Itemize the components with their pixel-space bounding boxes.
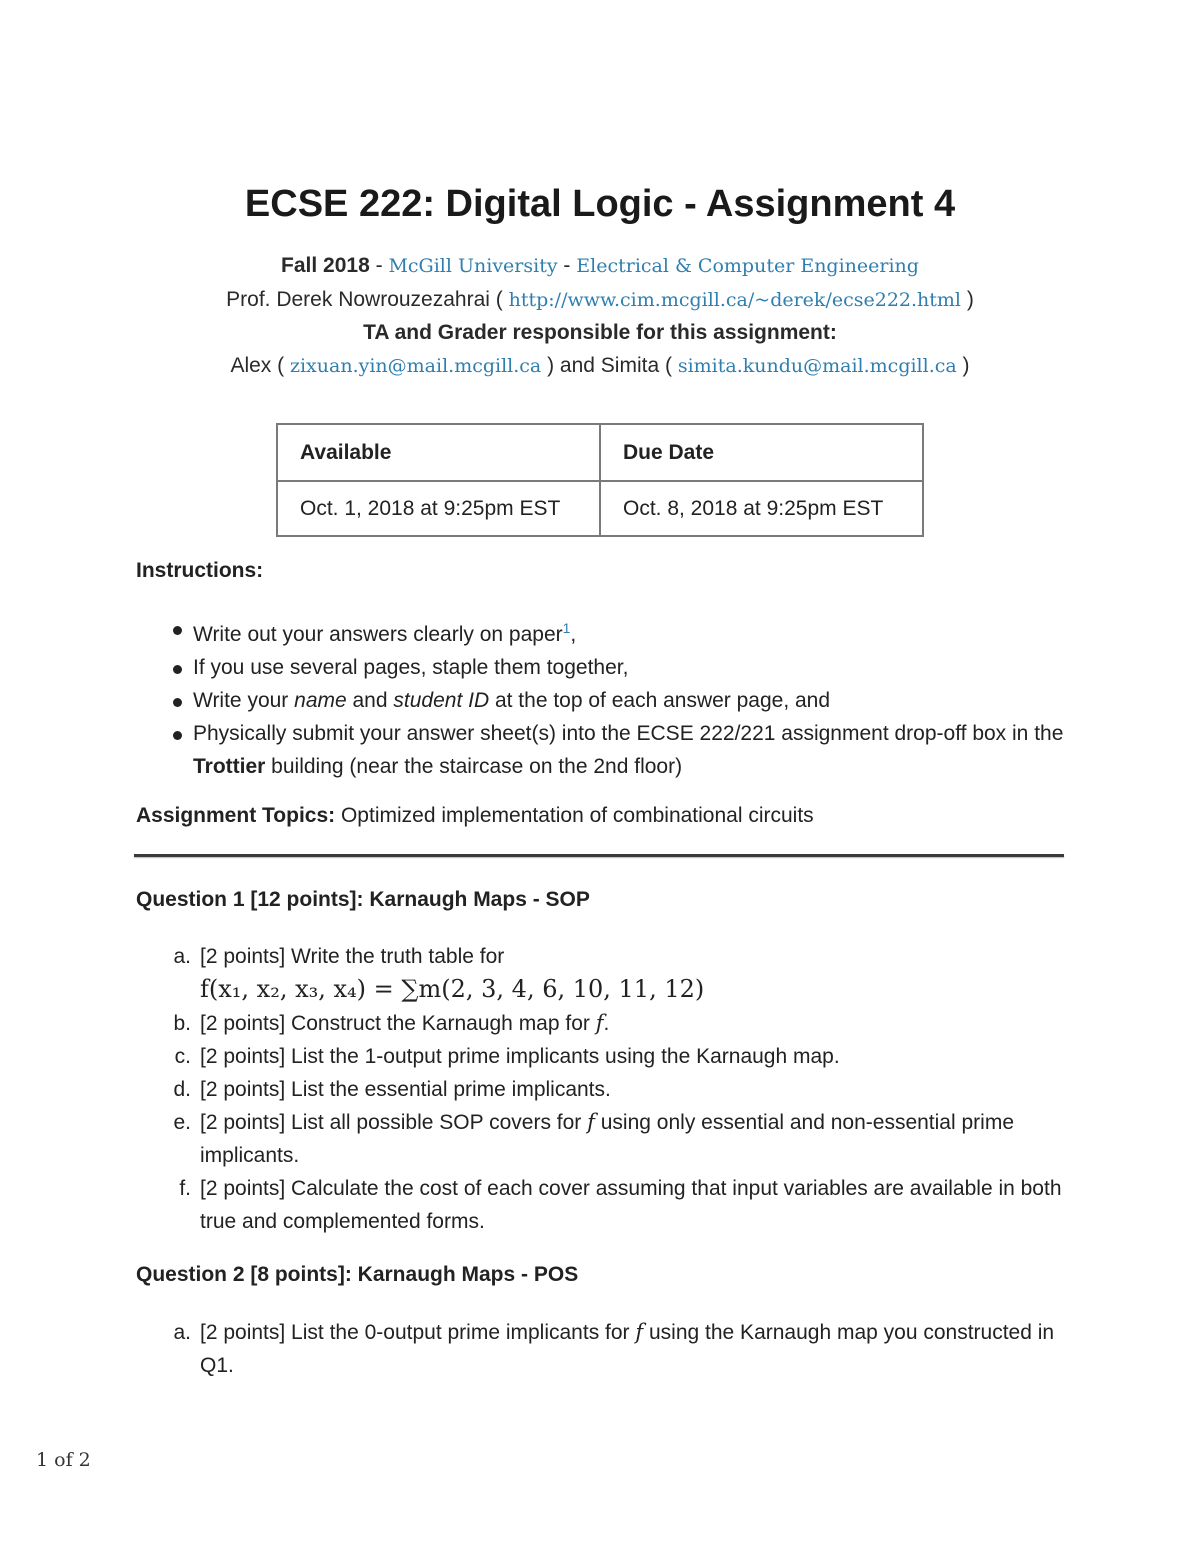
footnote-link[interactable]: 1 xyxy=(562,620,571,636)
professor-name: Prof. Derek Nowrouzezahrai ( xyxy=(226,288,509,311)
part-label: d. xyxy=(173,1078,191,1101)
assignment-topics xyxy=(136,804,814,828)
instruction-text: building (near the staircase on the 2nd floor) xyxy=(265,755,683,778)
ta-contacts-line xyxy=(0,354,1200,378)
part-text: [2 points] Construct the Karnaugh map for xyxy=(200,1012,596,1035)
instructions-list xyxy=(136,612,1076,783)
function-variable: f xyxy=(595,1011,604,1035)
page-number: 1 of 2 xyxy=(36,1449,91,1471)
part-label: a. xyxy=(173,945,191,968)
punctuation: , xyxy=(570,623,577,646)
instruction-text: If you use several pages, staple them together, xyxy=(193,656,629,679)
emphasis-student-id: student ID xyxy=(393,689,490,712)
question-1-heading: Question 1 [12 points]: Karnaugh Maps - SOP xyxy=(136,888,590,911)
instructions-label: Instructions: xyxy=(136,559,264,582)
part-text: [2 points] List the essential prime implicants. xyxy=(200,1078,611,1101)
available-header: Available xyxy=(277,424,600,481)
instruction-text: and xyxy=(346,689,394,712)
due-date: Oct. 8, 2018 at 9:25pm EST xyxy=(600,481,923,536)
document-title: ECSE 222: Digital Logic - Assignment 4 xyxy=(244,183,956,225)
part-label: a. xyxy=(173,1321,191,1344)
part-label: e. xyxy=(173,1111,191,1134)
separator: - xyxy=(557,254,577,277)
table-row xyxy=(277,481,923,536)
part-text: [2 points] Write the truth table for xyxy=(200,945,505,968)
question-1-parts xyxy=(136,940,1076,1238)
part-text: using only essential and non-essential prime implicants. xyxy=(200,1111,1014,1167)
university-link[interactable]: McGill University xyxy=(388,255,558,277)
simita-email-link[interactable]: simita.kundu@mail.mcgill.ca xyxy=(677,355,957,377)
course-url-link[interactable]: http://www.cim.mcgill.ca/~derek/ecse222.html xyxy=(508,289,961,311)
instruction-text: Physically submit your answer sheet(s) into the ECSE 222/221 assignment drop-off box in the xyxy=(193,722,1064,745)
function-variable: f xyxy=(635,1320,644,1344)
due-date-header: Due Date xyxy=(600,424,923,481)
minterm-formula: f(x₁, x₂, x₃, x₄) = ∑m(2, 3, 4, 6, 10, 11, 12) xyxy=(200,975,705,1003)
part-text: using the Karnaugh map you constructed in Q1. xyxy=(200,1321,1055,1377)
part-text: [2 points] List the 1-output prime implicants using the Karnaugh map. xyxy=(200,1045,840,1068)
instruction-text: at the top of each answer page, and xyxy=(489,689,831,712)
department-link[interactable]: Electrical & Computer Engineering xyxy=(576,255,919,277)
part-label: f. xyxy=(179,1177,191,1200)
function-variable: f xyxy=(587,1110,595,1134)
emphasis-name: name xyxy=(294,689,347,712)
list-item xyxy=(136,1073,1076,1106)
alex-email-link[interactable]: zixuan.yin@mail.mcgill.ca xyxy=(289,355,542,377)
paren-close: ) xyxy=(961,288,974,311)
term: Fall 2018 xyxy=(281,254,370,277)
question-2-parts xyxy=(136,1316,1076,1382)
list-item xyxy=(136,717,1076,783)
part-text: [2 points] List all possible SOP covers for xyxy=(200,1111,588,1134)
building-name: Trottier xyxy=(193,755,266,778)
list-item xyxy=(136,1316,1076,1382)
part-text: [2 points] Calculate the cost of each cover assuming that input variables are available in both true and complemented forms. xyxy=(200,1177,1062,1233)
list-item xyxy=(136,1040,1076,1073)
ta-heading: TA and Grader responsible for this assignment: xyxy=(363,321,837,344)
topics-label: Assignment Topics: xyxy=(136,804,336,827)
question-2-heading: Question 2 [8 points]: Karnaugh Maps - POS xyxy=(136,1263,579,1286)
available-date: Oct. 1, 2018 at 9:25pm EST xyxy=(277,481,600,536)
dates-table xyxy=(276,423,924,537)
list-item xyxy=(136,1172,1076,1238)
list-item xyxy=(136,1007,1076,1040)
course-info-line xyxy=(0,254,1200,278)
paren-close: ) xyxy=(956,354,970,377)
topics-text: Optimized implementation of combinational circuits xyxy=(335,804,814,827)
ta-alex: Alex ( xyxy=(230,354,290,377)
instruction-text: Write your xyxy=(193,689,295,712)
instruction-text: Write out your answers clearly on paper xyxy=(193,623,563,646)
ta-simita: ) and Simita ( xyxy=(541,354,678,377)
horizontal-rule xyxy=(134,854,1064,857)
table-header-row xyxy=(277,424,923,481)
separator: - xyxy=(369,254,389,277)
part-label: c. xyxy=(174,1045,191,1068)
list-item xyxy=(136,651,1076,684)
list-item xyxy=(136,1106,1076,1172)
list-item xyxy=(136,684,1076,717)
list-item xyxy=(136,940,1076,1007)
part-text: [2 points] List the 0-output prime implicants for xyxy=(200,1321,636,1344)
part-label: b. xyxy=(173,1012,191,1035)
professor-line xyxy=(0,288,1200,312)
punctuation: . xyxy=(603,1012,610,1035)
list-item xyxy=(136,612,1076,651)
